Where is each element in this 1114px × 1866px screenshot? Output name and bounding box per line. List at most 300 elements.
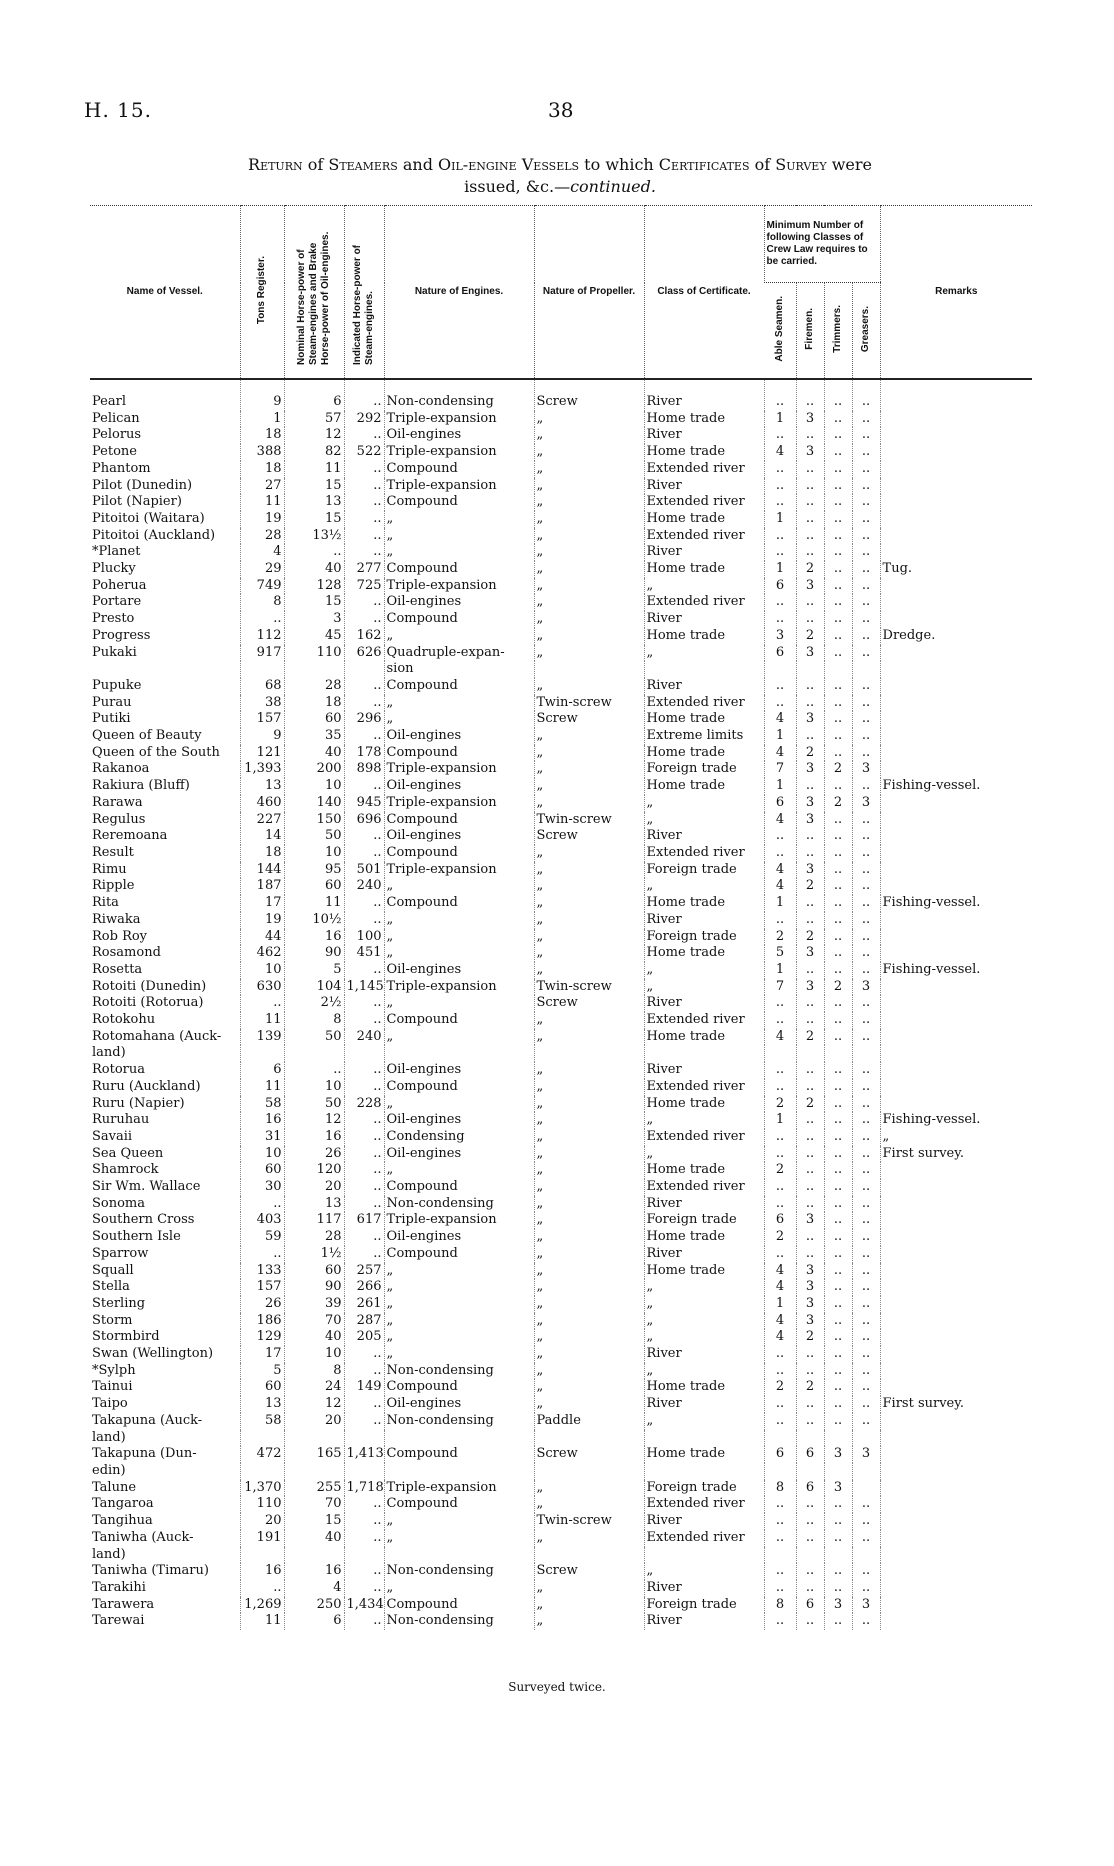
cell-able: .. bbox=[764, 1563, 796, 1580]
cell-rem bbox=[880, 1496, 1032, 1513]
cell-trim: .. bbox=[824, 695, 852, 712]
cell-ihp: .. bbox=[344, 1530, 384, 1547]
cell-prop: „ bbox=[534, 1246, 644, 1263]
cell-grease: .. bbox=[852, 1196, 880, 1213]
cell-eng: „ bbox=[384, 511, 534, 528]
cell-prop: „ bbox=[534, 1146, 644, 1163]
cell-trim: .. bbox=[824, 411, 852, 428]
cell-ihp: .. bbox=[344, 1146, 384, 1163]
cell-grease: .. bbox=[852, 1580, 880, 1597]
cell-able: 6 bbox=[764, 795, 796, 812]
cell-prop: „ bbox=[534, 761, 644, 778]
cell-able: .. bbox=[764, 1179, 796, 1196]
cell-name: Pitoitoi (Auckland) bbox=[92, 527, 216, 543]
cell-fire: .. bbox=[796, 728, 824, 745]
cell-nhp: 50 bbox=[284, 1029, 344, 1046]
cell-eng: „ bbox=[384, 1096, 534, 1113]
cell-nhp: 165 bbox=[284, 1446, 344, 1463]
cell-rem bbox=[880, 427, 1032, 444]
title-word: were bbox=[831, 155, 872, 174]
cell-trim bbox=[824, 1547, 852, 1564]
cell-prop: „ bbox=[534, 728, 644, 745]
cell-name: Queen of the South bbox=[92, 744, 220, 760]
cell-trim bbox=[824, 1430, 852, 1447]
cell-grease: .. bbox=[852, 728, 880, 745]
cell-able: 6 bbox=[764, 1212, 796, 1229]
cell-cls: Home trade bbox=[644, 1162, 764, 1179]
title-word: of bbox=[754, 155, 771, 174]
cell-ihp: .. bbox=[344, 1346, 384, 1363]
cell-eng: „ bbox=[384, 1263, 534, 1280]
cell-grease: .. bbox=[852, 1079, 880, 1096]
cell-name: Result bbox=[92, 844, 134, 860]
cell-eng: Compound bbox=[384, 678, 534, 695]
cell-nhp: 28 bbox=[284, 678, 344, 695]
cell-fire: .. bbox=[796, 778, 824, 795]
cell-nhp: 250 bbox=[284, 1597, 344, 1614]
cell-prop: „ bbox=[534, 962, 644, 979]
cell-able bbox=[764, 1045, 796, 1062]
cell-fire: 2 bbox=[796, 1096, 824, 1113]
cell-eng: „ bbox=[384, 1530, 534, 1547]
cell-grease: .. bbox=[852, 1613, 880, 1630]
cell-nhp: 12 bbox=[284, 427, 344, 444]
table-row bbox=[90, 478, 1032, 495]
cell-eng: Non-condensing bbox=[384, 1613, 534, 1630]
cell-eng: Oil-engines bbox=[384, 1229, 534, 1246]
cell-rem bbox=[880, 711, 1032, 728]
cell-prop: „ bbox=[534, 1346, 644, 1363]
cell-name: Portare bbox=[92, 594, 142, 610]
cell-trim: .. bbox=[824, 1496, 852, 1513]
cell-nhp: 57 bbox=[284, 411, 344, 428]
cell-rem bbox=[880, 695, 1032, 712]
cell-able: 4 bbox=[764, 1329, 796, 1346]
cell-cls: River bbox=[644, 995, 764, 1012]
cell-eng: Compound bbox=[384, 1246, 534, 1263]
cell-tons: 18 bbox=[240, 461, 284, 478]
cell-fire: .. bbox=[796, 912, 824, 929]
cell-able: .. bbox=[764, 528, 796, 545]
cell-trim: .. bbox=[824, 628, 852, 645]
cell-grease: .. bbox=[852, 1496, 880, 1513]
cell-rem bbox=[880, 878, 1032, 895]
cell-nhp: 11 bbox=[284, 461, 344, 478]
cell-tons: 144 bbox=[240, 862, 284, 879]
cell-prop: „ bbox=[534, 1379, 644, 1396]
cell-fire: 3 bbox=[796, 1313, 824, 1330]
cell-eng: Compound bbox=[384, 1379, 534, 1396]
table-row bbox=[90, 1279, 1032, 1296]
cell-eng: „ bbox=[384, 929, 534, 946]
cell-rem bbox=[880, 1096, 1032, 1113]
cell-name: Poherua bbox=[92, 577, 147, 593]
cell-able: 1 bbox=[764, 1296, 796, 1313]
table-row bbox=[90, 778, 1032, 795]
cell-tons: 29 bbox=[240, 561, 284, 578]
cell-grease: .. bbox=[852, 1029, 880, 1046]
table-row bbox=[90, 1146, 1032, 1163]
cell-grease: .. bbox=[852, 645, 880, 662]
cell-trim: .. bbox=[824, 1513, 852, 1530]
cell-ihp: .. bbox=[344, 695, 384, 712]
cell-name: Rotoiti (Dunedin) bbox=[92, 978, 207, 994]
table-row bbox=[90, 1563, 1032, 1580]
cell-tons: 227 bbox=[240, 812, 284, 829]
cell-cls: Extended river bbox=[644, 461, 764, 478]
cell-able: .. bbox=[764, 611, 796, 628]
cell-name: Pukaki bbox=[92, 644, 137, 660]
cell-grease: .. bbox=[852, 1530, 880, 1547]
cell-cls: Extended river bbox=[644, 1012, 764, 1029]
cell-fire: .. bbox=[796, 962, 824, 979]
cell-prop bbox=[534, 1430, 644, 1447]
cell-tons: 14 bbox=[240, 828, 284, 845]
cell-eng bbox=[384, 1430, 534, 1447]
cell-cls: Home trade bbox=[644, 561, 764, 578]
cell-eng: „ bbox=[384, 528, 534, 545]
cell-eng: Compound bbox=[384, 1496, 534, 1513]
cell-prop: „ bbox=[534, 544, 644, 561]
cell-eng: Oil-engines bbox=[384, 1396, 534, 1413]
cell-trim: .. bbox=[824, 544, 852, 561]
cell-ihp: 277 bbox=[344, 561, 384, 578]
cell-grease: .. bbox=[852, 1296, 880, 1313]
cell-grease: .. bbox=[852, 1012, 880, 1029]
table-row bbox=[90, 528, 1032, 545]
cell-rem: First survey. bbox=[880, 1396, 1032, 1413]
cell-tons: 11 bbox=[240, 1012, 284, 1029]
header-class: Class of Certificate. bbox=[644, 206, 764, 380]
cell-nhp: 35 bbox=[284, 728, 344, 745]
cell-eng: „ bbox=[384, 1329, 534, 1346]
cell-rem bbox=[880, 1597, 1032, 1614]
cell-trim: .. bbox=[824, 945, 852, 962]
cell-eng: Oil-engines bbox=[384, 427, 534, 444]
cell-eng: Compound bbox=[384, 895, 534, 912]
cell-cls: „ bbox=[644, 645, 764, 662]
cell-fire: .. bbox=[796, 1513, 824, 1530]
cell-ihp bbox=[344, 1045, 384, 1062]
cell-nhp: 60 bbox=[284, 711, 344, 728]
cell-fire: .. bbox=[796, 1129, 824, 1146]
header-tons: Tons Register. bbox=[240, 206, 284, 380]
cell-nhp: 12 bbox=[284, 1396, 344, 1413]
cell-ihp: 451 bbox=[344, 945, 384, 962]
cell-able: 4 bbox=[764, 1279, 796, 1296]
cell-prop: „ bbox=[534, 1212, 644, 1229]
cell-rem bbox=[880, 1296, 1032, 1313]
cell-ihp: .. bbox=[344, 962, 384, 979]
cell-able: 2 bbox=[764, 1379, 796, 1396]
cell-rem bbox=[880, 1363, 1032, 1380]
cell-able: .. bbox=[764, 912, 796, 929]
table-row bbox=[90, 1246, 1032, 1263]
cell-ihp: .. bbox=[344, 611, 384, 628]
cell-able: .. bbox=[764, 1513, 796, 1530]
cell-tons: 26 bbox=[240, 1296, 284, 1313]
cell-name: Rosetta bbox=[92, 961, 143, 977]
cell-prop: „ bbox=[534, 1597, 644, 1614]
cell-cls bbox=[644, 1045, 764, 1062]
table-row bbox=[90, 812, 1032, 829]
header-engines: Nature of Engines. bbox=[384, 206, 534, 380]
cell-prop bbox=[534, 1463, 644, 1480]
cell-nhp: 13 bbox=[284, 1196, 344, 1213]
cell-cls: „ bbox=[644, 1296, 764, 1313]
cell-ihp: 1,434 bbox=[344, 1597, 384, 1614]
cell-able: .. bbox=[764, 1496, 796, 1513]
cell-rem bbox=[880, 678, 1032, 695]
cell-grease: 3 bbox=[852, 979, 880, 996]
cell-nhp: 90 bbox=[284, 945, 344, 962]
cell-fire: 3 bbox=[796, 1263, 824, 1280]
cell-ihp: .. bbox=[344, 912, 384, 929]
cell-grease bbox=[852, 1045, 880, 1062]
table-row bbox=[90, 1463, 1032, 1480]
cell-able: .. bbox=[764, 1246, 796, 1263]
cell-eng: Condensing bbox=[384, 1129, 534, 1146]
cell-cls: River bbox=[644, 1580, 764, 1597]
cell-fire: 3 bbox=[796, 411, 824, 428]
cell-name: Rimu bbox=[92, 861, 127, 877]
cell-tons: 460 bbox=[240, 795, 284, 812]
cell-grease: .. bbox=[852, 778, 880, 795]
cell-name: Stella bbox=[92, 1279, 130, 1295]
title-word: Certificates bbox=[658, 155, 750, 174]
cell-name: *Planet bbox=[92, 544, 141, 560]
cell-trim: .. bbox=[824, 1112, 852, 1129]
cell-able: 1 bbox=[764, 561, 796, 578]
table-row bbox=[90, 761, 1032, 778]
cell-name: Rarawa bbox=[92, 794, 143, 810]
cell-nhp: 6 bbox=[284, 379, 344, 411]
cell-prop: „ bbox=[534, 945, 644, 962]
cell-tons: 19 bbox=[240, 511, 284, 528]
cell-eng: Compound bbox=[384, 494, 534, 511]
cell-prop: „ bbox=[534, 1012, 644, 1029]
cell-name: Pupuke bbox=[92, 677, 142, 693]
cell-ihp: .. bbox=[344, 1413, 384, 1430]
cell-rem bbox=[880, 1580, 1032, 1597]
cell-cls: Home trade bbox=[644, 1379, 764, 1396]
cell-grease: .. bbox=[852, 962, 880, 979]
cell-cls: „ bbox=[644, 1146, 764, 1163]
cell-cls: „ bbox=[644, 812, 764, 829]
cell-nhp: 40 bbox=[284, 1329, 344, 1346]
cell-ihp: .. bbox=[344, 1129, 384, 1146]
cell-nhp: 60 bbox=[284, 1263, 344, 1280]
cell-ihp: .. bbox=[344, 678, 384, 695]
cell-name: Rotorua bbox=[92, 1062, 146, 1078]
cell-eng: Triple-expansion bbox=[384, 444, 534, 461]
cell-fire: .. bbox=[796, 461, 824, 478]
cell-ihp: .. bbox=[344, 494, 384, 511]
cell-tons: 462 bbox=[240, 945, 284, 962]
cell-tons: 1 bbox=[240, 411, 284, 428]
cell-rem bbox=[880, 1263, 1032, 1280]
table-row bbox=[90, 1513, 1032, 1530]
title-word: Return bbox=[248, 155, 303, 174]
cell-trim: .. bbox=[824, 1263, 852, 1280]
cell-rem bbox=[880, 578, 1032, 595]
cell-eng: Non-condensing bbox=[384, 379, 534, 411]
cell-cls: River bbox=[644, 828, 764, 845]
cell-name: Pilot (Napier) bbox=[92, 494, 182, 510]
cell-cls: Extended river bbox=[644, 1179, 764, 1196]
cell-prop: „ bbox=[534, 594, 644, 611]
cell-trim: .. bbox=[824, 1146, 852, 1163]
cell-cls: Extended river bbox=[644, 1530, 764, 1547]
cell-prop: „ bbox=[534, 1296, 644, 1313]
table-row bbox=[90, 1329, 1032, 1346]
header-indicated-hp: Indicated Horse-power of Steam-engines. bbox=[344, 206, 384, 380]
cell-nhp bbox=[284, 1430, 344, 1447]
cell-eng: „ bbox=[384, 945, 534, 962]
cell-grease: .. bbox=[852, 995, 880, 1012]
cell-grease: .. bbox=[852, 528, 880, 545]
cell-name: Rosamond bbox=[92, 945, 161, 961]
cell-ihp: 296 bbox=[344, 711, 384, 728]
cell-ihp: .. bbox=[344, 1162, 384, 1179]
cell-ihp: .. bbox=[344, 1112, 384, 1129]
cell-able: .. bbox=[764, 1129, 796, 1146]
cell-grease: .. bbox=[852, 1229, 880, 1246]
cell-rem bbox=[880, 1530, 1032, 1547]
table-row bbox=[90, 1613, 1032, 1630]
cell-prop: „ bbox=[534, 645, 644, 662]
cell-name: Taniwha (Auck- bbox=[92, 1529, 194, 1545]
cell-fire: .. bbox=[796, 379, 824, 411]
cell-grease: .. bbox=[852, 678, 880, 695]
cell-grease: .. bbox=[852, 1146, 880, 1163]
cell-able: .. bbox=[764, 1079, 796, 1096]
cell-prop: „ bbox=[534, 1062, 644, 1079]
cell-prop: Screw bbox=[534, 1563, 644, 1580]
cell-rem: „ bbox=[880, 1129, 1032, 1146]
cell-cls: Home trade bbox=[644, 745, 764, 762]
cell-ihp: 898 bbox=[344, 761, 384, 778]
cell-eng: „ bbox=[384, 1313, 534, 1330]
cell-cls bbox=[644, 661, 764, 678]
cell-rem bbox=[880, 1079, 1032, 1096]
cell-name: Pelorus bbox=[92, 427, 142, 443]
cell-ihp: 261 bbox=[344, 1296, 384, 1313]
cell-rem bbox=[880, 995, 1032, 1012]
cell-tons: 17 bbox=[240, 895, 284, 912]
cell-eng: „ bbox=[384, 695, 534, 712]
cell-able: 1 bbox=[764, 728, 796, 745]
cell-able: .. bbox=[764, 1012, 796, 1029]
cell-grease: .. bbox=[852, 695, 880, 712]
cell-ihp: 178 bbox=[344, 745, 384, 762]
table-row bbox=[90, 611, 1032, 628]
cell-trim: .. bbox=[824, 645, 852, 662]
header-name: Name of Vessel. bbox=[90, 206, 240, 380]
cell-able bbox=[764, 661, 796, 678]
cell-trim: .. bbox=[824, 728, 852, 745]
cell-ihp: .. bbox=[344, 1496, 384, 1513]
cell-fire: 6 bbox=[796, 1597, 824, 1614]
cell-name: Shamrock bbox=[92, 1162, 159, 1178]
cell-able: .. bbox=[764, 695, 796, 712]
table-row bbox=[90, 1229, 1032, 1246]
cell-name: Stormbird bbox=[92, 1329, 160, 1345]
cell-name: Ripple bbox=[92, 878, 135, 894]
cell-able: 4 bbox=[764, 745, 796, 762]
cell-rem: First survey. bbox=[880, 1146, 1032, 1163]
table-row bbox=[90, 1480, 1032, 1497]
cell-grease: .. bbox=[852, 1363, 880, 1380]
cell-eng: „ bbox=[384, 878, 534, 895]
cell-ihp: 228 bbox=[344, 1096, 384, 1113]
title-line2: issued, &c.— bbox=[464, 177, 571, 196]
cell-tons: 18 bbox=[240, 845, 284, 862]
cell-name: Storm bbox=[92, 1312, 133, 1328]
cell-eng: Triple-expansion bbox=[384, 1212, 534, 1229]
cell-eng: Triple-expansion bbox=[384, 478, 534, 495]
cell-prop: „ bbox=[534, 444, 644, 461]
cell-prop: „ bbox=[534, 745, 644, 762]
cell-rem bbox=[880, 1179, 1032, 1196]
cell-name: Rob Roy bbox=[92, 928, 148, 944]
cell-tons: 186 bbox=[240, 1313, 284, 1330]
cell-rem bbox=[880, 1029, 1032, 1046]
table-row bbox=[90, 678, 1032, 695]
cell-name: edin) bbox=[92, 1463, 126, 1478]
cell-fire bbox=[796, 1430, 824, 1447]
cell-grease: .. bbox=[852, 1313, 880, 1330]
cell-trim: .. bbox=[824, 1346, 852, 1363]
cell-trim: .. bbox=[824, 1096, 852, 1113]
cell-tons: 917 bbox=[240, 645, 284, 662]
table-row bbox=[90, 845, 1032, 862]
cell-trim: .. bbox=[824, 1012, 852, 1029]
cell-name: *Sylph bbox=[92, 1362, 136, 1378]
cell-nhp: 3 bbox=[284, 611, 344, 628]
cell-trim: .. bbox=[824, 878, 852, 895]
cell-rem bbox=[880, 912, 1032, 929]
cell-prop: „ bbox=[534, 511, 644, 528]
title-word: of bbox=[307, 155, 324, 174]
cell-tons: 129 bbox=[240, 1329, 284, 1346]
cell-rem bbox=[880, 1563, 1032, 1580]
cell-trim bbox=[824, 1045, 852, 1062]
cell-fire: 3 bbox=[796, 761, 824, 778]
cell-rem bbox=[880, 494, 1032, 511]
cell-grease: 3 bbox=[852, 1446, 880, 1463]
cell-cls: Home trade bbox=[644, 511, 764, 528]
cell-rem bbox=[880, 945, 1032, 962]
cell-name: Riwaka bbox=[92, 911, 141, 927]
cell-eng: Compound bbox=[384, 561, 534, 578]
title-word: Steamers bbox=[328, 155, 398, 174]
cell-trim: .. bbox=[824, 1079, 852, 1096]
cell-nhp: 60 bbox=[284, 878, 344, 895]
cell-fire: .. bbox=[796, 1012, 824, 1029]
cell-name: Pilot (Dunedin) bbox=[92, 477, 193, 493]
cell-nhp: 70 bbox=[284, 1496, 344, 1513]
table-row bbox=[90, 444, 1032, 461]
cell-tons bbox=[240, 1463, 284, 1480]
cell-nhp: 10 bbox=[284, 845, 344, 862]
cell-eng: Oil-engines bbox=[384, 1062, 534, 1079]
cell-cls: River bbox=[644, 1613, 764, 1630]
cell-nhp: 104 bbox=[284, 979, 344, 996]
cell-able bbox=[764, 1430, 796, 1447]
cell-prop: „ bbox=[534, 1363, 644, 1380]
cell-eng: Quadruple-expan- bbox=[384, 645, 534, 662]
